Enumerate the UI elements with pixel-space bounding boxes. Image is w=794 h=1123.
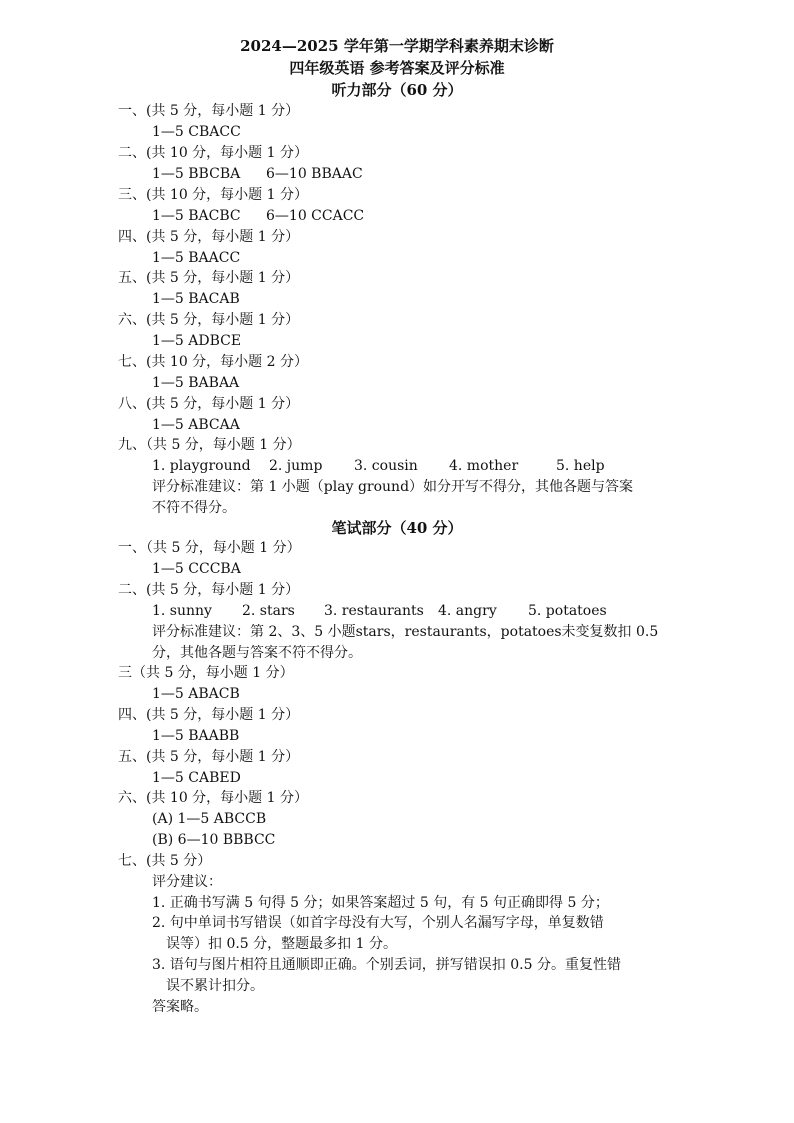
written-q6-heading: 六、(共 10 分，每小题 1 分） <box>118 790 308 806</box>
written-q4-heading: 四、(共 5 分，每小题 1 分） <box>118 707 300 723</box>
written-q2-note: 评分标准建议：第 2、3、5 小题stars，restaurants，potatoes未变复数扣 0.5 <box>152 624 659 640</box>
listening-q7-heading: 七、(共 10 分，每小题 2 分） <box>118 354 308 370</box>
listening-q2-heading: 二、(共 10 分，每小题 1 分） <box>118 145 308 161</box>
listening-q1-heading: 一、(共 5 分，每小题 1 分） <box>118 103 300 119</box>
word-answer: 4. angry <box>438 603 497 619</box>
listening-q5-heading: 五、(共 5 分，每小题 1 分） <box>118 270 300 286</box>
doc-title: 2024—2025 学年第一学期学科素养期末诊断 <box>240 37 554 55</box>
word-answer: 2. jump <box>269 458 323 474</box>
listening-q8-heading: 八、(共 5 分，每小题 1 分） <box>118 396 300 412</box>
listening-q4-answer: 1—5 BAACC <box>152 250 241 266</box>
word-answer: 5. help <box>556 458 605 474</box>
listening-section-title: 听力部分（60 分） <box>331 81 463 99</box>
written-q4-answer: 1—5 BAABB <box>152 728 240 744</box>
written-q7-heading: 七、(共 5 分） <box>118 853 212 869</box>
answer-omitted-note: 答案略。 <box>152 999 208 1015</box>
listening-q8-answer: 1—5 ABCAA <box>152 417 240 433</box>
answer-part: 1—5 BACBC <box>152 208 241 224</box>
listening-q3-heading: 三、(共 10 分，每小题 1 分） <box>118 187 308 203</box>
scoring-rule-1: 1. 正确书写满 5 句得 5 分；如果答案超过 5 句，有 5 句正确即得 5 分； <box>152 895 609 911</box>
listening-q4-heading: 四、(共 5 分，每小题 1 分） <box>118 229 300 245</box>
word-answer: 3. restaurants <box>324 603 424 619</box>
written-q6-answer-b: (B) 6—10 BBBCC <box>152 832 276 848</box>
listening-q6-answer: 1—5 ADBCE <box>152 333 242 349</box>
scoring-rule-2-cont: 误等）扣 0.5 分，整题最多扣 1 分。 <box>166 936 397 952</box>
written-q1-answer: 1—5 CCCBA <box>152 561 241 577</box>
listening-q6-heading: 六、(共 5 分，每小题 1 分） <box>118 312 300 328</box>
listening-q9-note-cont: 不符不得分。 <box>152 500 236 516</box>
scoring-rule-2: 2. 句中单词书写错误（如首字母没有大写，个别人名漏写字母，单复数错 <box>152 915 604 931</box>
word-answer: 4. mother <box>449 458 519 474</box>
answer-part: 6—10 BBAAC <box>266 166 363 182</box>
listening-q1-answer: 1—5 CBACC <box>152 124 241 140</box>
listening-q5-answer: 1—5 BACAB <box>152 291 240 307</box>
written-section-title: 笔试部分（40 分） <box>331 519 463 537</box>
word-answer: 1. sunny <box>152 603 212 619</box>
scoring-rule-3: 3. 语句与图片相符且通顺即正确。个别丢词，拼写错误扣 0.5 分。重复性错 <box>152 957 621 973</box>
listening-q7-answer: 1—5 BABAA <box>152 375 240 391</box>
written-q6-answer-a: (A) 1—5 ABCCB <box>152 811 267 827</box>
written-q1-heading: 一、（共 5 分，每小题 1 分） <box>118 540 301 556</box>
written-q3-answer: 1—5 ABACB <box>152 686 240 702</box>
written-q5-answer: 1—5 CABED <box>152 770 241 786</box>
written-q3-heading: 三（共 5 分，每小题 1 分） <box>118 665 294 681</box>
answer-part: 1—5 BBCBA <box>152 166 241 182</box>
scoring-label: 评分建议： <box>152 874 222 890</box>
written-q2-heading: 二、(共 5 分，每小题 1 分） <box>118 582 300 598</box>
answer-part: 6—10 CCACC <box>266 208 365 224</box>
listening-q9-note: 评分标准建议：第 1 小题（play ground）如分开写不得分，其他各题与答案 <box>152 479 634 495</box>
word-answer: 5. potatoes <box>528 603 607 619</box>
written-q5-heading: 五、(共 5 分，每小题 1 分） <box>118 749 300 765</box>
word-answer: 1. playground <box>152 458 251 474</box>
scoring-rule-3-cont: 误不累计扣分。 <box>166 978 264 994</box>
doc-subtitle: 四年级英语 参考答案及评分标准 <box>289 59 505 77</box>
word-answer: 3. cousin <box>354 458 418 474</box>
written-q2-note-cont: 分，其他各题与答案不符不得分。 <box>152 645 362 661</box>
word-answer: 2. stars <box>242 603 295 619</box>
listening-q9-heading: 九、（共 5 分，每小题 1 分） <box>118 437 301 453</box>
